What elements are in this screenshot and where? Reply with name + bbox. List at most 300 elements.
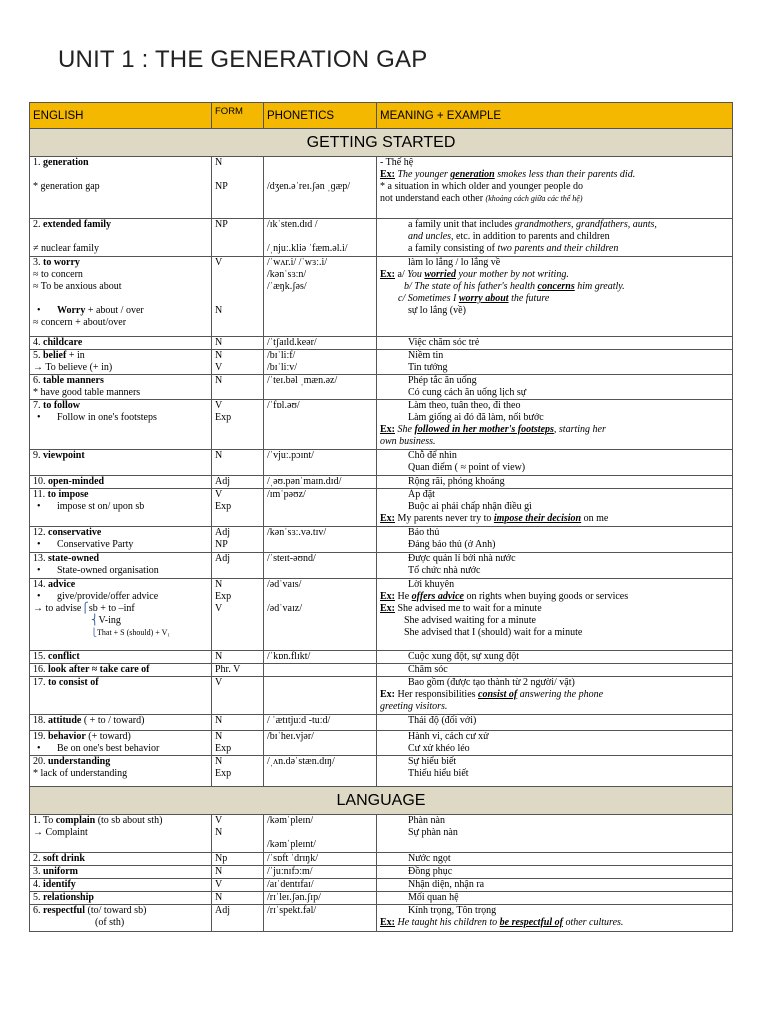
form-cell bbox=[212, 866, 264, 879]
vocab-subterm: (to/ toward sb) bbox=[85, 905, 147, 916]
form-value: N bbox=[215, 450, 223, 461]
vocab-subterm: (+ toward) bbox=[85, 731, 131, 742]
meaning-cell bbox=[377, 866, 733, 879]
vocab-subterm: ≈ To be anxious about bbox=[33, 281, 122, 292]
meaning-cell bbox=[377, 157, 733, 219]
table-row bbox=[30, 337, 733, 350]
english-cell bbox=[30, 651, 212, 664]
vocab-subterm: * lack of understanding bbox=[33, 768, 128, 779]
vocab-term: state-owned bbox=[48, 553, 100, 564]
vocab-term: attitude bbox=[48, 715, 82, 726]
form-cell bbox=[212, 579, 264, 651]
table-row bbox=[30, 853, 733, 866]
form-value: N bbox=[215, 579, 223, 590]
example-text: him greatly. bbox=[574, 281, 625, 292]
phonetics-cell bbox=[264, 400, 377, 450]
vocab-term: generation bbox=[43, 157, 89, 168]
english-cell bbox=[30, 815, 212, 853]
item-number: 15. bbox=[33, 651, 48, 662]
table-row bbox=[30, 476, 733, 489]
form-cell bbox=[212, 756, 264, 787]
vocab-subterm: V-ing bbox=[98, 615, 121, 626]
form-cell bbox=[212, 892, 264, 905]
meaning-text: Hành vi, cách cư xử bbox=[408, 731, 489, 742]
meaning-cell bbox=[377, 527, 733, 553]
table-row bbox=[30, 579, 733, 651]
vocab-subterm: • Follow in one's footsteps bbox=[33, 412, 208, 424]
meaning-text: a family consisting of bbox=[408, 243, 498, 254]
example-text: on me bbox=[581, 513, 609, 524]
vocab-term: respectful bbox=[43, 905, 86, 916]
english-cell bbox=[30, 664, 212, 677]
meaning-text: Rộng rãi, phóng khoáng bbox=[408, 476, 505, 487]
phonetic-value: /kəmˈpleɪnt/ bbox=[267, 839, 316, 850]
english-cell bbox=[30, 853, 212, 866]
table-row bbox=[30, 400, 733, 450]
form-value: N bbox=[215, 337, 223, 348]
example-label: Ex: bbox=[380, 269, 395, 280]
form-value: NP bbox=[215, 539, 228, 550]
vocab-term: open-minded bbox=[48, 476, 105, 487]
meaning-text: Đảng bảo thủ (ở Anh) bbox=[408, 539, 496, 550]
table-row bbox=[30, 715, 733, 731]
phonetics-cell bbox=[264, 476, 377, 489]
phonetic-value: /ˈtʃaɪld.keər/ bbox=[267, 337, 317, 348]
item-number: 6. bbox=[33, 375, 43, 386]
phonetic-value: / ˈætɪtjuːd -tuːd/ bbox=[267, 715, 331, 726]
meaning-cell bbox=[377, 400, 733, 450]
phonetics-cell bbox=[264, 677, 377, 715]
phonetic-value: /ˈæŋk.ʃəs/ bbox=[267, 281, 307, 292]
english-cell bbox=[30, 677, 212, 715]
example-label: Ex: bbox=[380, 513, 395, 524]
vocab-subterm: * generation gap bbox=[33, 181, 100, 192]
table-row bbox=[30, 651, 733, 664]
english-cell bbox=[30, 257, 212, 337]
meaning-text: Bảo thủ bbox=[408, 527, 440, 538]
example-highlight: concerns bbox=[537, 281, 575, 292]
phonetics-cell bbox=[264, 337, 377, 350]
meaning-text: Có cung cách ăn uống lịch sự bbox=[408, 387, 527, 398]
table-row bbox=[30, 450, 733, 476]
meaning-text: Làm theo, tuân theo, đi theo bbox=[408, 400, 521, 411]
meaning-cell bbox=[377, 651, 733, 664]
meaning-text: Buộc ai phải chấp nhận điều gì bbox=[408, 501, 532, 512]
form-value: V bbox=[215, 677, 223, 688]
form-cell bbox=[212, 337, 264, 350]
meaning-text: Tin tưởng bbox=[408, 362, 448, 373]
meaning-text: a family unit that includes bbox=[408, 219, 515, 230]
form-cell bbox=[212, 400, 264, 450]
phonetics-cell bbox=[264, 892, 377, 905]
phonetics-cell bbox=[264, 579, 377, 651]
phonetics-cell bbox=[264, 489, 377, 527]
meaning-text: two parents and their children bbox=[497, 243, 619, 254]
item-number: 1. To bbox=[33, 815, 56, 826]
vocab-term: to worry bbox=[43, 257, 80, 268]
phonetics-cell bbox=[264, 731, 377, 756]
table-header-row bbox=[30, 103, 733, 129]
meaning-text: Nước ngọt bbox=[408, 853, 451, 864]
item-number: 12. bbox=[33, 527, 48, 538]
form-cell bbox=[212, 375, 264, 400]
vocab-subterm: • Conservative Party bbox=[33, 539, 208, 551]
meaning-cell bbox=[377, 731, 733, 756]
table-row bbox=[30, 489, 733, 527]
example-text: My parents never try to bbox=[395, 513, 494, 524]
example-highlight: offers advice bbox=[411, 591, 464, 602]
phonetic-value: /ˈsɒft ˈdrɪŋk/ bbox=[267, 853, 319, 864]
item-number: 4. bbox=[33, 337, 43, 348]
example-text: b/ The state of his father's health bbox=[404, 281, 538, 292]
meaning-text: Tổ chức nhà nước bbox=[408, 565, 481, 576]
meaning-cell bbox=[377, 257, 733, 337]
form-value: V bbox=[215, 603, 223, 614]
meaning-cell bbox=[377, 489, 733, 527]
meaning-text: Cuộc xung đột, sự xung đột bbox=[408, 651, 519, 662]
meaning-text: Nhận diện, nhận ra bbox=[408, 879, 485, 890]
meaning-text: Sự phàn nàn bbox=[408, 827, 458, 838]
item-number: 16. bbox=[33, 664, 48, 675]
english-cell bbox=[30, 579, 212, 651]
phonetic-value: /ˈsteɪt-əʊnd/ bbox=[267, 553, 316, 564]
section-language: LANGUAGE bbox=[30, 787, 733, 815]
form-value: N bbox=[215, 866, 223, 877]
vocab-term: complain bbox=[55, 815, 96, 826]
meaning-cell bbox=[377, 879, 733, 892]
phonetic-value: /ɪmˈpəʊz/ bbox=[267, 489, 306, 500]
header-meaning: MEANING + EXAMPLE bbox=[377, 103, 733, 129]
english-cell bbox=[30, 450, 212, 476]
item-number: 14. bbox=[33, 579, 48, 590]
section-row bbox=[30, 129, 733, 157]
phonetic-value: /dʒen.əˈreɪ.ʃən ˌɡæp/ bbox=[267, 181, 351, 192]
item-number: 6. bbox=[33, 905, 43, 916]
table-row bbox=[30, 731, 733, 756]
example-text: He taught his children to bbox=[395, 917, 500, 928]
phonetics-cell bbox=[264, 866, 377, 879]
example-highlight: generation bbox=[450, 169, 495, 180]
example-text: She bbox=[395, 424, 415, 435]
item-number: 10. bbox=[33, 476, 48, 487]
meaning-cell bbox=[377, 892, 733, 905]
brace-icon: ⎧ bbox=[81, 603, 89, 614]
english-cell bbox=[30, 400, 212, 450]
item-number: 5. bbox=[33, 350, 43, 361]
meaning-cell bbox=[377, 677, 733, 715]
form-value: N bbox=[215, 827, 223, 838]
vocab-subterm: ≠ nuclear family bbox=[33, 243, 100, 254]
vocab-term: table manners bbox=[43, 375, 104, 386]
phonetics-cell bbox=[264, 905, 377, 932]
form-value: Adj bbox=[215, 527, 230, 538]
table-row bbox=[30, 879, 733, 892]
vocab-subterm: → to advise bbox=[33, 603, 82, 614]
meaning-text: Thái độ (đối với) bbox=[408, 715, 477, 726]
form-value: Adj bbox=[215, 553, 230, 564]
vocab-term: identify bbox=[43, 879, 76, 890]
phonetic-value: /ədˈvaɪs/ bbox=[267, 579, 302, 590]
form-value: N bbox=[215, 305, 223, 316]
vocab-term: to consist of bbox=[48, 677, 99, 688]
example-label: Ex: bbox=[380, 689, 395, 700]
table-row bbox=[30, 892, 733, 905]
phonetics-cell bbox=[264, 257, 377, 337]
meaning-text: Bao gồm (được tạo thành từ 2 người/ vật) bbox=[408, 677, 575, 688]
meaning-text: Lời khuyên bbox=[408, 579, 455, 590]
english-cell bbox=[30, 731, 212, 756]
phonetic-value: /rɪˈleɪ.ʃən.ʃɪp/ bbox=[267, 892, 321, 903]
phonetic-value: /ˈjuːnɪfɔːm/ bbox=[267, 866, 313, 877]
table-row bbox=[30, 677, 733, 715]
vocab-term: uniform bbox=[43, 866, 78, 877]
form-cell bbox=[212, 489, 264, 527]
section-getting-started: GETTING STARTED bbox=[30, 129, 733, 157]
table-row bbox=[30, 257, 733, 337]
form-cell bbox=[212, 350, 264, 375]
meaning-text: Niềm tin bbox=[408, 350, 444, 361]
phonetic-value: /bɪˈheɪ.vjər/ bbox=[267, 731, 314, 742]
example-text: She advised that I (should) wait for a minute bbox=[404, 627, 583, 638]
vocab-subterm: ( + to / toward) bbox=[81, 715, 145, 726]
vocab-subterm: sb + to –inf bbox=[88, 603, 135, 614]
meaning-text: làm lo lắng / lo lắng về bbox=[408, 257, 501, 268]
example-label: Ex: bbox=[380, 169, 395, 180]
meaning-cell bbox=[377, 476, 733, 489]
example-text: , starting her bbox=[553, 424, 606, 435]
english-cell bbox=[30, 527, 212, 553]
form-value: N bbox=[215, 651, 223, 662]
vocab-term: viewpoint bbox=[43, 450, 85, 461]
example-label: Ex: bbox=[380, 424, 395, 435]
meaning-text: Quan điểm ( ≈ point of view) bbox=[408, 462, 526, 473]
vocab-subterm: → Complaint bbox=[33, 827, 88, 838]
form-value: V bbox=[215, 489, 223, 500]
form-value: N bbox=[215, 375, 223, 386]
item-number: 2. bbox=[33, 219, 43, 230]
meaning-cell bbox=[377, 756, 733, 787]
example-text: greeting visitors. bbox=[380, 701, 448, 712]
section-row bbox=[30, 787, 733, 815]
vocab-subterm: + about / over bbox=[85, 305, 144, 316]
item-number: 7. bbox=[33, 400, 43, 411]
example-highlight: followed in her mother's footsteps bbox=[414, 424, 554, 435]
form-value: Exp bbox=[215, 743, 232, 754]
vocab-subterm: ≈ concern + about/over bbox=[33, 317, 127, 328]
meaning-text: Sự hiểu biết bbox=[408, 756, 457, 767]
table-row bbox=[30, 756, 733, 787]
vocab-subterm: • give/provide/offer advice bbox=[33, 591, 208, 603]
example-highlight: be respectful of bbox=[499, 917, 563, 928]
form-value: Exp bbox=[215, 412, 232, 423]
meaning-cell bbox=[377, 553, 733, 579]
meaning-text: Làm giống ai đó đã làm, nối bước bbox=[408, 412, 544, 423]
english-cell bbox=[30, 476, 212, 489]
header-phonetics: PHONETICS bbox=[264, 103, 377, 129]
meaning-cell bbox=[377, 715, 733, 731]
example-highlight: worry about bbox=[458, 293, 509, 304]
vocab-subterm: That + S (should) + V₁ bbox=[97, 628, 171, 637]
phonetic-value: /ədˈvaɪz/ bbox=[267, 603, 302, 614]
example-label: Ex: bbox=[380, 917, 395, 928]
english-cell bbox=[30, 350, 212, 375]
item-number: 3. bbox=[33, 257, 43, 268]
meaning-text: sự lo lắng (về) bbox=[408, 305, 466, 316]
english-cell bbox=[30, 879, 212, 892]
phonetics-cell bbox=[264, 651, 377, 664]
meaning-text: - Thế hệ bbox=[380, 157, 414, 168]
form-cell bbox=[212, 651, 264, 664]
meaning-text: grandmothers, grandfathers, aunts, bbox=[514, 219, 657, 230]
meaning-text: Thiếu hiểu biết bbox=[408, 768, 469, 779]
vocab-term: look after ≈ take care of bbox=[48, 664, 150, 675]
form-value: Adj bbox=[215, 905, 230, 916]
form-value: Np bbox=[215, 853, 228, 864]
phonetics-cell bbox=[264, 450, 377, 476]
example-text: The younger bbox=[395, 169, 451, 180]
meaning-text: Phép tắc ăn uống bbox=[408, 375, 477, 386]
english-cell bbox=[30, 756, 212, 787]
english-cell bbox=[30, 219, 212, 257]
form-cell bbox=[212, 257, 264, 337]
example-text: smokes less than their parents did. bbox=[494, 169, 636, 180]
example-text: on rights when buying goods or services bbox=[463, 591, 629, 602]
meaning-text: Cư xử khéo léo bbox=[408, 743, 470, 754]
table-row bbox=[30, 664, 733, 677]
table-row bbox=[30, 815, 733, 853]
form-value: Exp bbox=[215, 768, 232, 779]
vocab-subterm: • impose st on/ upon sb bbox=[33, 501, 208, 513]
phonetics-cell bbox=[264, 815, 377, 853]
form-cell bbox=[212, 815, 264, 853]
header-english: ENGLISH bbox=[30, 103, 212, 129]
meaning-text: Phàn nàn bbox=[408, 815, 445, 826]
phonetic-value: /kənˈsɜːn/ bbox=[267, 269, 307, 280]
table-row bbox=[30, 527, 733, 553]
example-text: You bbox=[407, 269, 425, 280]
item-number: 17. bbox=[33, 677, 48, 688]
form-value: N bbox=[215, 756, 223, 767]
form-cell bbox=[212, 450, 264, 476]
form-value: N bbox=[215, 350, 223, 361]
form-value: N bbox=[215, 157, 223, 168]
form-cell bbox=[212, 731, 264, 756]
example-text: She advised waiting for a minute bbox=[404, 615, 536, 626]
form-value: N bbox=[215, 731, 223, 742]
english-cell bbox=[30, 715, 212, 731]
item-number: 3. bbox=[33, 866, 43, 877]
meaning-cell bbox=[377, 664, 733, 677]
table-row bbox=[30, 905, 733, 932]
meaning-text: etc. in addition to parents and children bbox=[453, 231, 610, 242]
form-value: V bbox=[215, 400, 223, 411]
phonetic-value: /bɪˈliːf/ bbox=[267, 350, 296, 361]
phonetic-value: /ˈwʌr.i/ /ˈwɜː.i/ bbox=[267, 257, 328, 268]
example-text: own business. bbox=[380, 436, 436, 447]
meaning-cell bbox=[377, 579, 733, 651]
english-cell bbox=[30, 905, 212, 932]
vocab-subterm: • State-owned organisation bbox=[33, 565, 208, 577]
table-row bbox=[30, 157, 733, 219]
vocab-term: childcare bbox=[43, 337, 83, 348]
meaning-text: Chỗ để nhìn bbox=[408, 450, 457, 461]
phonetics-cell bbox=[264, 664, 377, 677]
phonetic-value: /bɪˈliːv/ bbox=[267, 362, 297, 373]
item-number: 20. bbox=[33, 756, 48, 767]
phonetic-value: /kənˈsɜː.və.tɪv/ bbox=[267, 527, 327, 538]
meaning-cell bbox=[377, 350, 733, 375]
phonetic-value: /ˌnjuː.kliə ˈfæm.əl.i/ bbox=[267, 243, 348, 254]
table-row bbox=[30, 219, 733, 257]
item-number: 1. bbox=[33, 157, 43, 168]
form-value: N bbox=[215, 892, 223, 903]
vocab-term: to follow bbox=[43, 400, 80, 411]
example-text: a/ bbox=[395, 269, 408, 280]
example-label: Ex: bbox=[380, 603, 395, 614]
form-value: N bbox=[215, 715, 223, 726]
english-cell bbox=[30, 553, 212, 579]
form-value: Adj bbox=[215, 476, 230, 487]
phonetics-cell bbox=[264, 350, 377, 375]
vocab-subterm: ≈ to concern bbox=[33, 269, 83, 280]
meaning-cell bbox=[377, 853, 733, 866]
phonetics-cell bbox=[264, 879, 377, 892]
form-cell bbox=[212, 527, 264, 553]
vocab-term: belief bbox=[43, 350, 67, 361]
form-value: Exp bbox=[215, 591, 232, 602]
form-cell bbox=[212, 476, 264, 489]
meaning-cell bbox=[377, 905, 733, 932]
form-cell bbox=[212, 157, 264, 219]
vocab-subterm: • Be on one's best behavior bbox=[33, 743, 208, 755]
meaning-cell bbox=[377, 375, 733, 400]
phonetic-value: /ˈteɪ.bəl ˌmæn.əz/ bbox=[267, 375, 338, 386]
phonetic-value: /ˌʌn.dəˈstæn.dɪŋ/ bbox=[267, 756, 335, 767]
brace-icon: ⎩ bbox=[91, 628, 97, 637]
example-highlight: consist of bbox=[478, 689, 518, 700]
meaning-cell bbox=[377, 450, 733, 476]
form-cell bbox=[212, 715, 264, 731]
header-form: FORM bbox=[212, 103, 264, 129]
item-number: 4. bbox=[33, 879, 43, 890]
meaning-cell bbox=[377, 219, 733, 257]
vocab-subterm: * have good table manners bbox=[33, 387, 141, 398]
meaning-cell bbox=[377, 337, 733, 350]
meaning-text: Chăm sóc bbox=[408, 664, 448, 675]
form-value: V bbox=[215, 362, 223, 373]
item-number: 19. bbox=[33, 731, 48, 742]
form-value: Exp bbox=[215, 501, 232, 512]
example-text: the future bbox=[508, 293, 550, 304]
vocab-term: understanding bbox=[48, 756, 111, 767]
meaning-text: not understand each other bbox=[380, 193, 486, 204]
english-cell bbox=[30, 375, 212, 400]
phonetic-value: /rɪˈspekt.fəl/ bbox=[267, 905, 317, 916]
example-text: answering the phone bbox=[517, 689, 604, 700]
phonetics-cell bbox=[264, 219, 377, 257]
form-cell bbox=[212, 219, 264, 257]
item-number: 13. bbox=[33, 553, 48, 564]
vocab-term: extended family bbox=[43, 219, 112, 230]
example-label: Ex: bbox=[380, 591, 395, 602]
english-cell bbox=[30, 489, 212, 527]
form-cell bbox=[212, 905, 264, 932]
example-text: your mother by not writing. bbox=[456, 269, 569, 280]
table-row bbox=[30, 553, 733, 579]
meaning-text: Kính trọng, Tôn trọng bbox=[408, 905, 497, 916]
meaning-text: Việc chăm sóc trẻ bbox=[408, 337, 480, 348]
form-value: NP bbox=[215, 181, 228, 192]
